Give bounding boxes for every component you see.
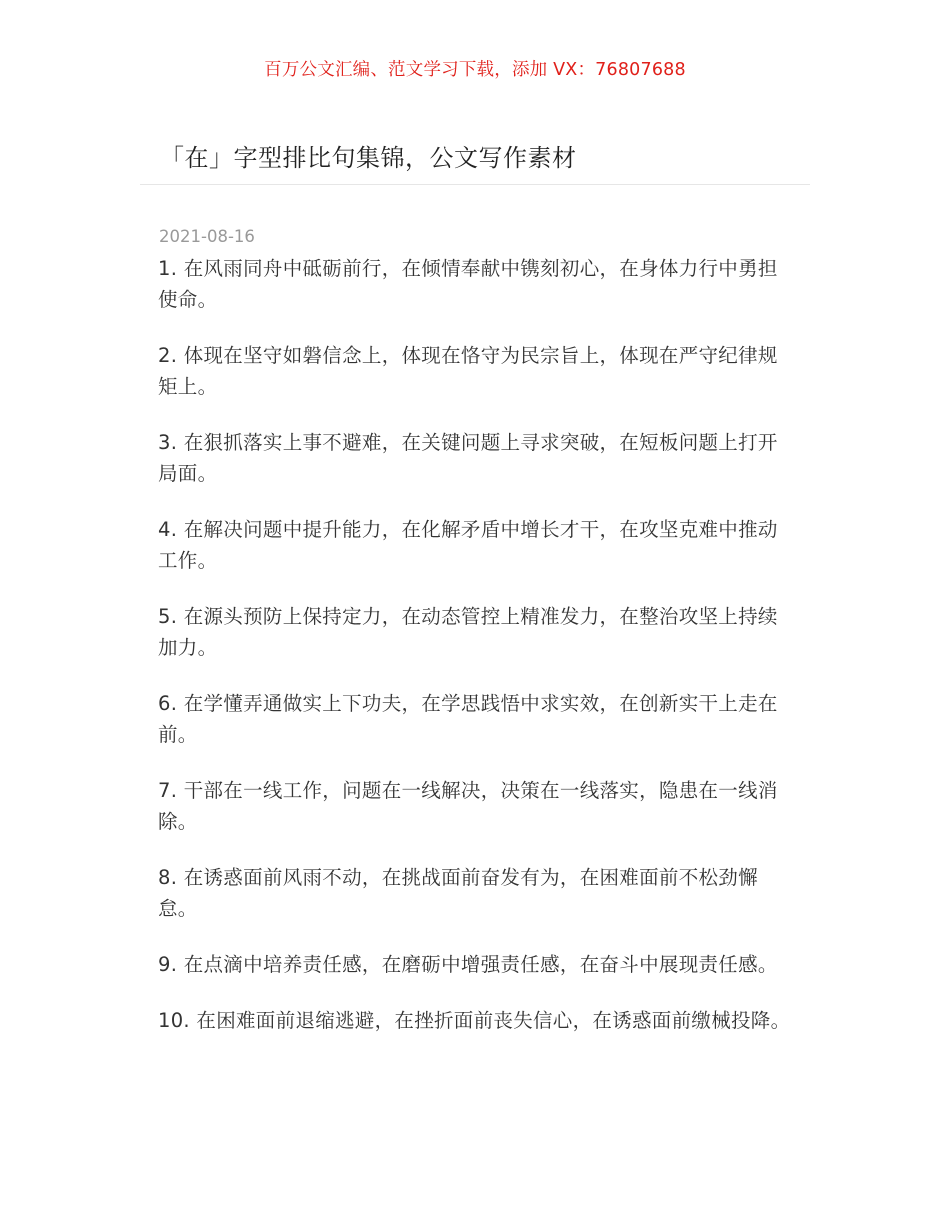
publish-date: 2021-08-16 [159,227,255,246]
paragraph-4: 4. 在解决问题中提升能力，在化解矛盾中增长才干，在攻坚克难中推动工作。 [158,518,778,572]
paragraph-7: 7. 干部在一线工作，问题在一线解决，决策在一线落实，隐患在一线消除。 [158,779,778,833]
paragraph-3: 3. 在狠抓落实上事不避难，在关键问题上寻求突破，在短板问题上打开局面。 [158,431,778,485]
paragraph-10: 10. 在困难面前退缩逃避，在挫折面前丧失信心，在诱惑面前缴械投降。 [158,1009,791,1032]
article-title: 「在」字型排比句集锦，公文写作素材 [160,144,577,172]
paragraph-2: 2. 体现在坚守如磐信念上，体现在恪守为民宗旨上，体现在严守纪律规矩上。 [158,344,778,398]
paragraph-6: 6. 在学懂弄通做实上下功夫，在学思践悟中求实效，在创新实干上走在前。 [158,692,778,746]
paragraph-9: 9. 在点滴中培养责任感，在磨砺中增强责任感，在奋斗中展现责任感。 [158,953,778,976]
paragraph-5: 5. 在源头预防上保持定力，在动态管控上精准发力，在整治攻坚上持续加力。 [158,605,778,659]
title-divider [140,184,810,185]
article-body [158,253,794,1061]
promo-banner: 百万公文汇编、范文学习下载，添加 VX：76807688 [264,60,686,80]
paragraph-8: 8. 在诱惑面前风雨不动，在挑战面前奋发有为，在困难面前不松劲懈怠。 [158,866,758,920]
paragraph-1: 1. 在风雨同舟中砥砺前行，在倾情奉献中镌刻初心，在身体力行中勇担使命。 [158,257,778,311]
